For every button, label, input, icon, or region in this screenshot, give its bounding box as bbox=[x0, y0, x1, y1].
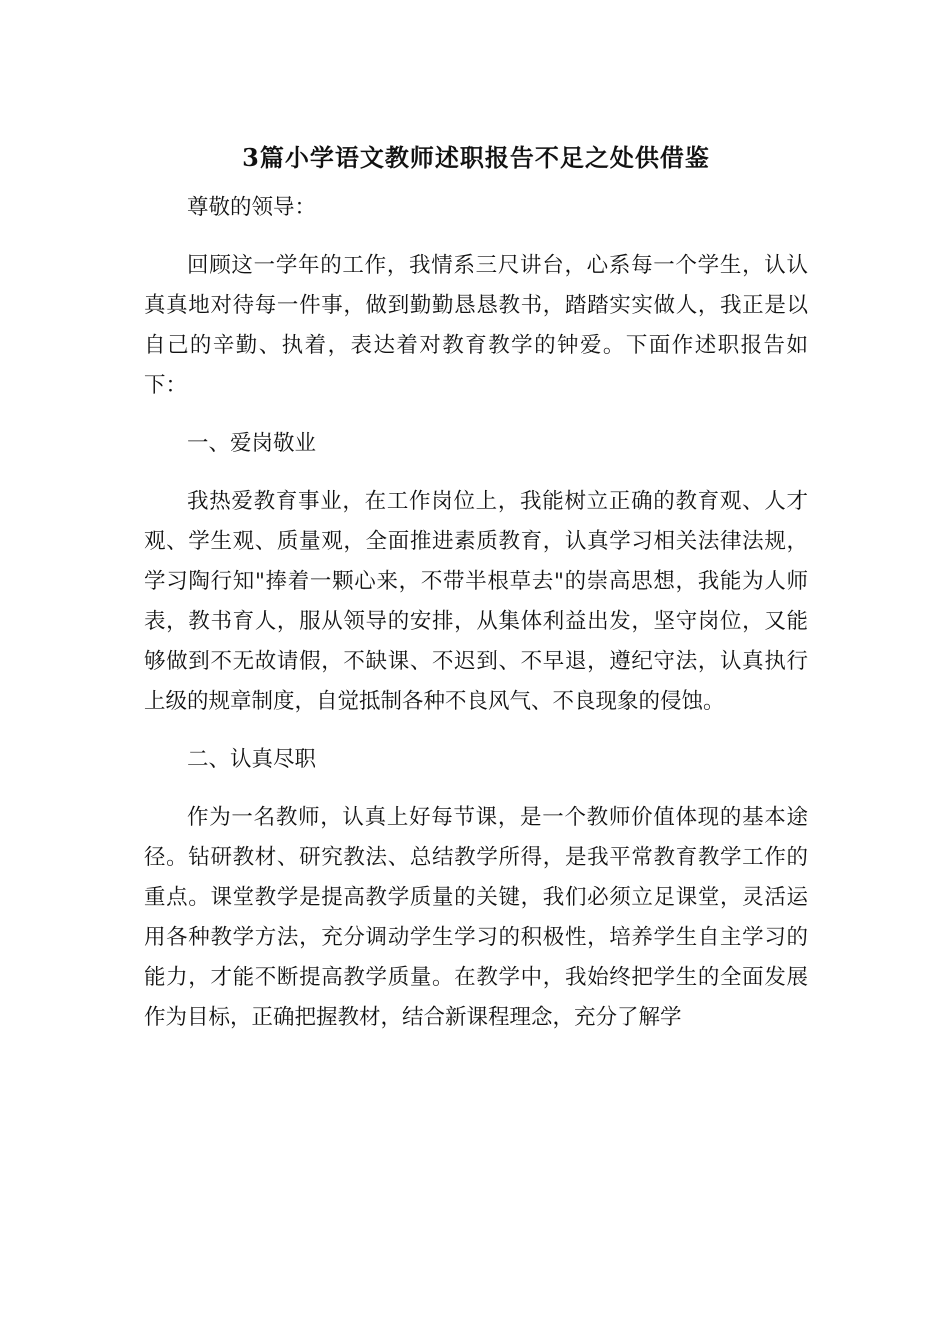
salutation: 尊敬的领导： bbox=[187, 195, 317, 220]
intro-paragraph: 回顾这一学年的工作，我情系三尺讲台，心系每一个学生，认认真真地对待每一件事，做到勤勤恳恳教书，踏踏实实做人，我正是以自己的辛勤、执着，表达着对教育教学的钟爱。下面作述职报告如下： bbox=[144, 253, 808, 398]
section-heading-1: 一、爱岗敬业 bbox=[187, 431, 317, 456]
section-body-1: 我热爱教育事业，在工作岗位上，我能树立正确的教育观、人才观、学生观、质量观，全面推进素质教育，认真学习相关法律法规，学习陶行知"捧着一颗心来，不带半根草去"的崇高思想，我能为人师表，教书育人，服从领导的安排，从集体利益出发，坚守岗位，又能够做到不无故请假，不缺课、不迟到、不早退，遵纪守法，认真执行上级的规章制度，自觉抵制各种不良风气、不良现象的侵蚀。 bbox=[144, 489, 808, 714]
section-body-2: 作为一名教师，认真上好每节课，是一个教师价值体现的基本途径。钻研教材、研究教法、总结教学所得，是我平常教育教学工作的重点。课堂教学是提高教学质量的关键，我们必须立足课堂，灵活运用各种教学方法，充分调动学生学习的积极性，培养学生自主学习的能力，才能不断提高教学质量。在教学中，我始终把学生的全面发展作为目标，正确把握教材，结合新课程理念，充分了解学 bbox=[144, 805, 808, 1030]
document-body bbox=[144, 138, 808, 1038]
document-title: 3篇小学语文教师述职报告不足之处供借鉴 bbox=[242, 143, 710, 172]
section-heading-2: 二、认真尽职 bbox=[187, 747, 317, 772]
